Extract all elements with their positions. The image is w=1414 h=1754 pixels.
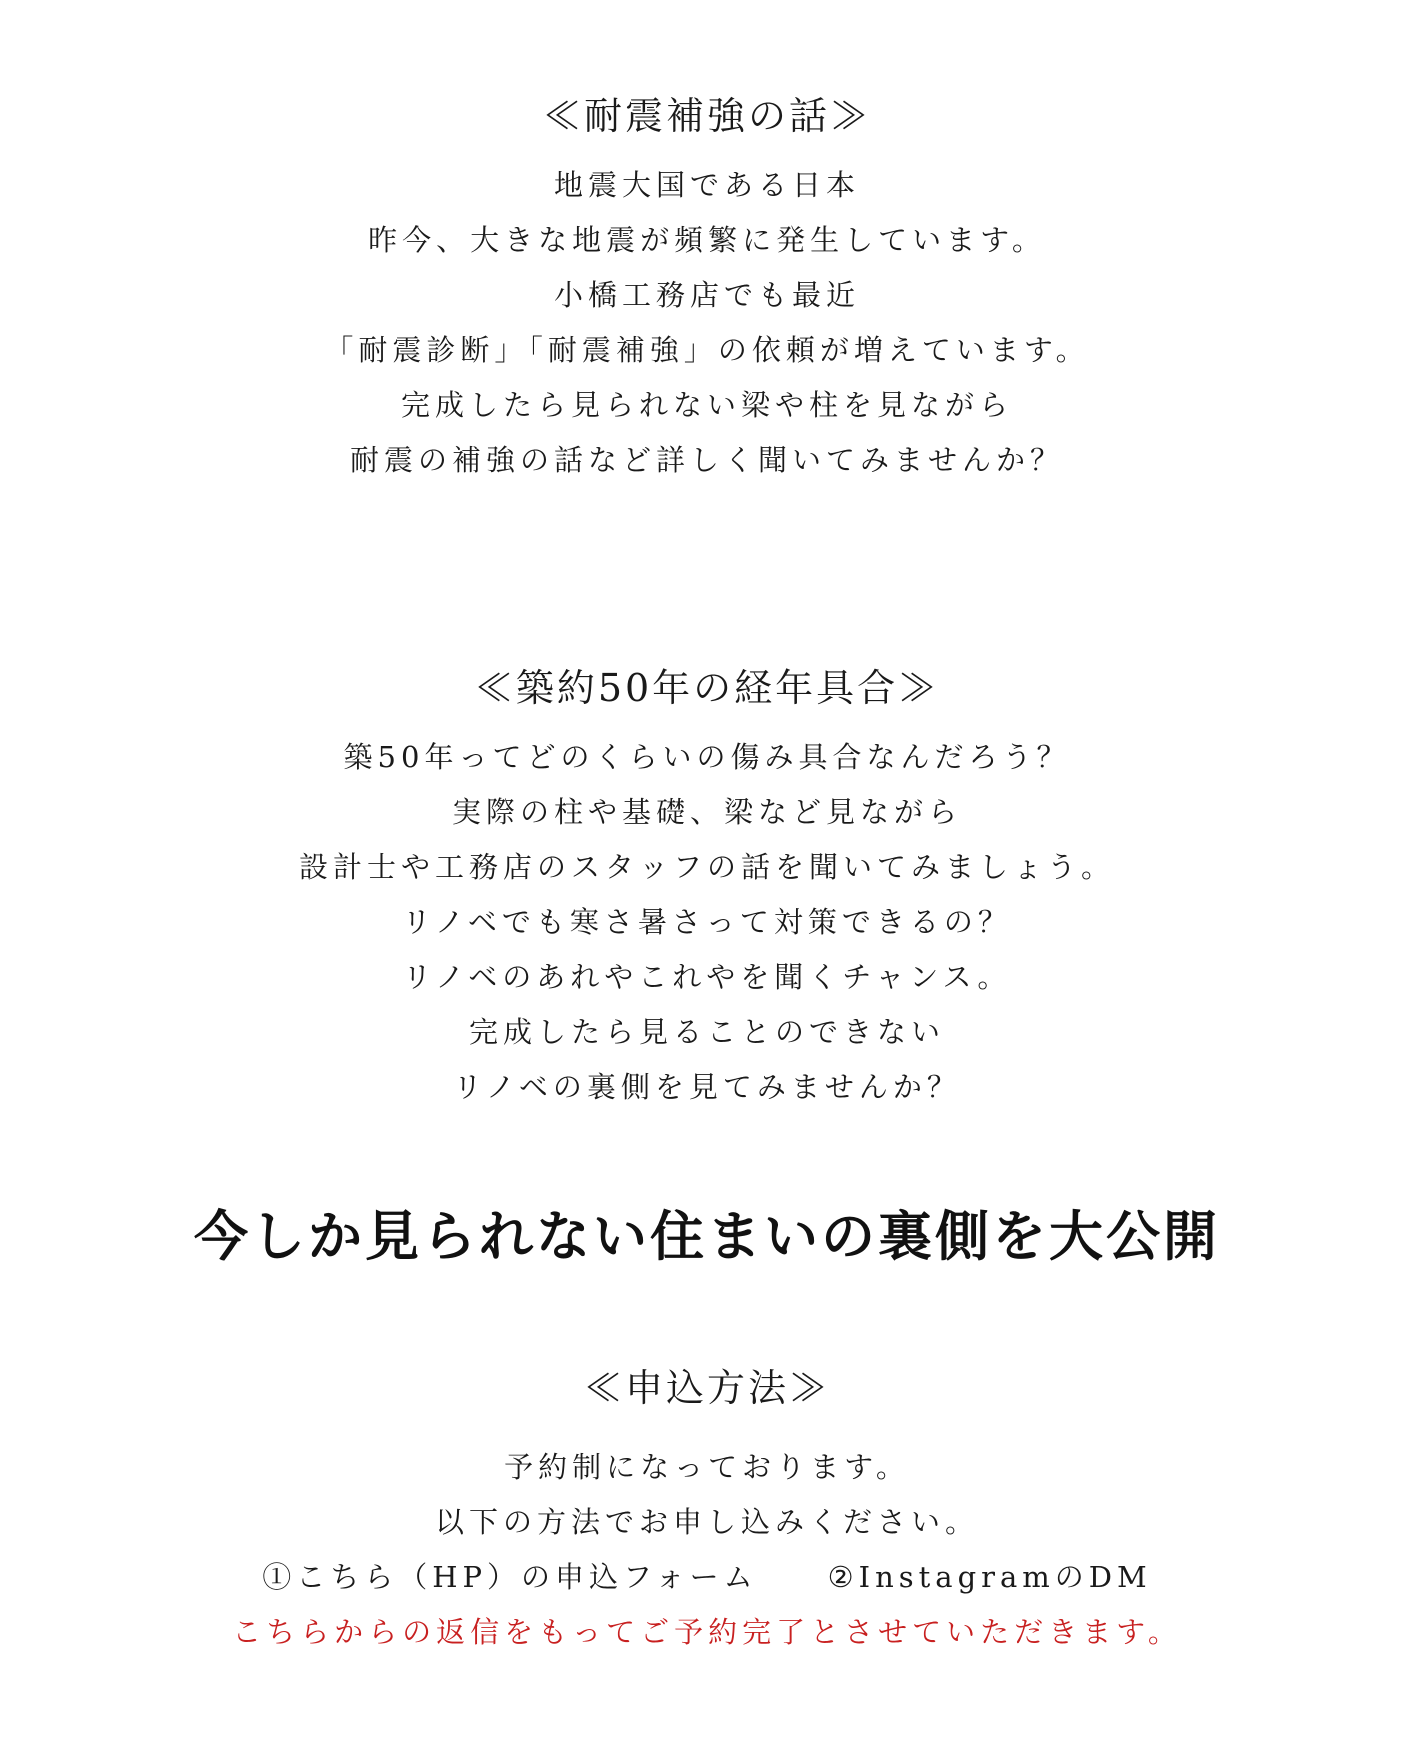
aging-line: 設計士や工務店のスタッフの話を聞いてみましょう。 — [298, 850, 1115, 884]
aging-line: リノベの裏側を見てみませんか？ — [453, 1070, 961, 1104]
confirmation-note: こちらからの返信をもってご予約完了とさせていただきます。 — [232, 1615, 1182, 1649]
application-heading: ≪申込方法≫ — [583, 1366, 830, 1410]
aging-heading: ≪築約50年の経年具合≫ — [474, 666, 940, 710]
option-hp-form: ①こちら（HP）の申込フォーム — [262, 1560, 758, 1594]
seismic-line: 耐震の補強の話など詳しく聞いてみませんか？ — [349, 443, 1064, 477]
aging-line: 実際の柱や基礎、梁など見ながら — [451, 795, 962, 829]
seismic-body — [0, 158, 1414, 488]
main-title-section — [0, 1196, 1414, 1276]
application-line: 以下の方法でお申し込みください。 — [434, 1505, 979, 1539]
seismic-line: 昨今、大きな地震が頻繁に発生しています。 — [368, 223, 1046, 257]
aging-line: 完成したら見ることのできない — [468, 1015, 945, 1049]
main-title: 今しか見られない住まいの裏側を大公開 — [194, 1204, 1220, 1268]
application-body — [0, 1440, 1414, 1660]
seismic-heading: ≪耐震補強の話≫ — [542, 94, 871, 138]
aging-body — [0, 730, 1414, 1115]
application-section — [0, 1358, 1414, 1660]
aging-line: リノベでも寒さ暑さって対策できるの？ — [402, 905, 1012, 939]
seismic-line: 「耐震診断」「耐震補強」の依頼が増えています。 — [324, 333, 1090, 367]
seismic-section — [0, 86, 1414, 488]
option-instagram-dm: ②InstagramのDM — [827, 1560, 1152, 1594]
seismic-line: 完成したら見られない梁や柱を見ながら — [400, 388, 1013, 422]
aging-section — [0, 658, 1414, 1115]
application-line: 予約制になっております。 — [504, 1450, 910, 1484]
seismic-line: 地震大国である日本 — [553, 168, 860, 202]
application-options — [0, 1550, 1414, 1605]
aging-line: 築50年ってどのくらいの傷み具合なんだろう？ — [343, 740, 1071, 774]
aging-line: リノベのあれやこれやを聞くチャンス。 — [402, 960, 1012, 994]
seismic-line: 小橋工務店でも最近 — [553, 278, 860, 312]
